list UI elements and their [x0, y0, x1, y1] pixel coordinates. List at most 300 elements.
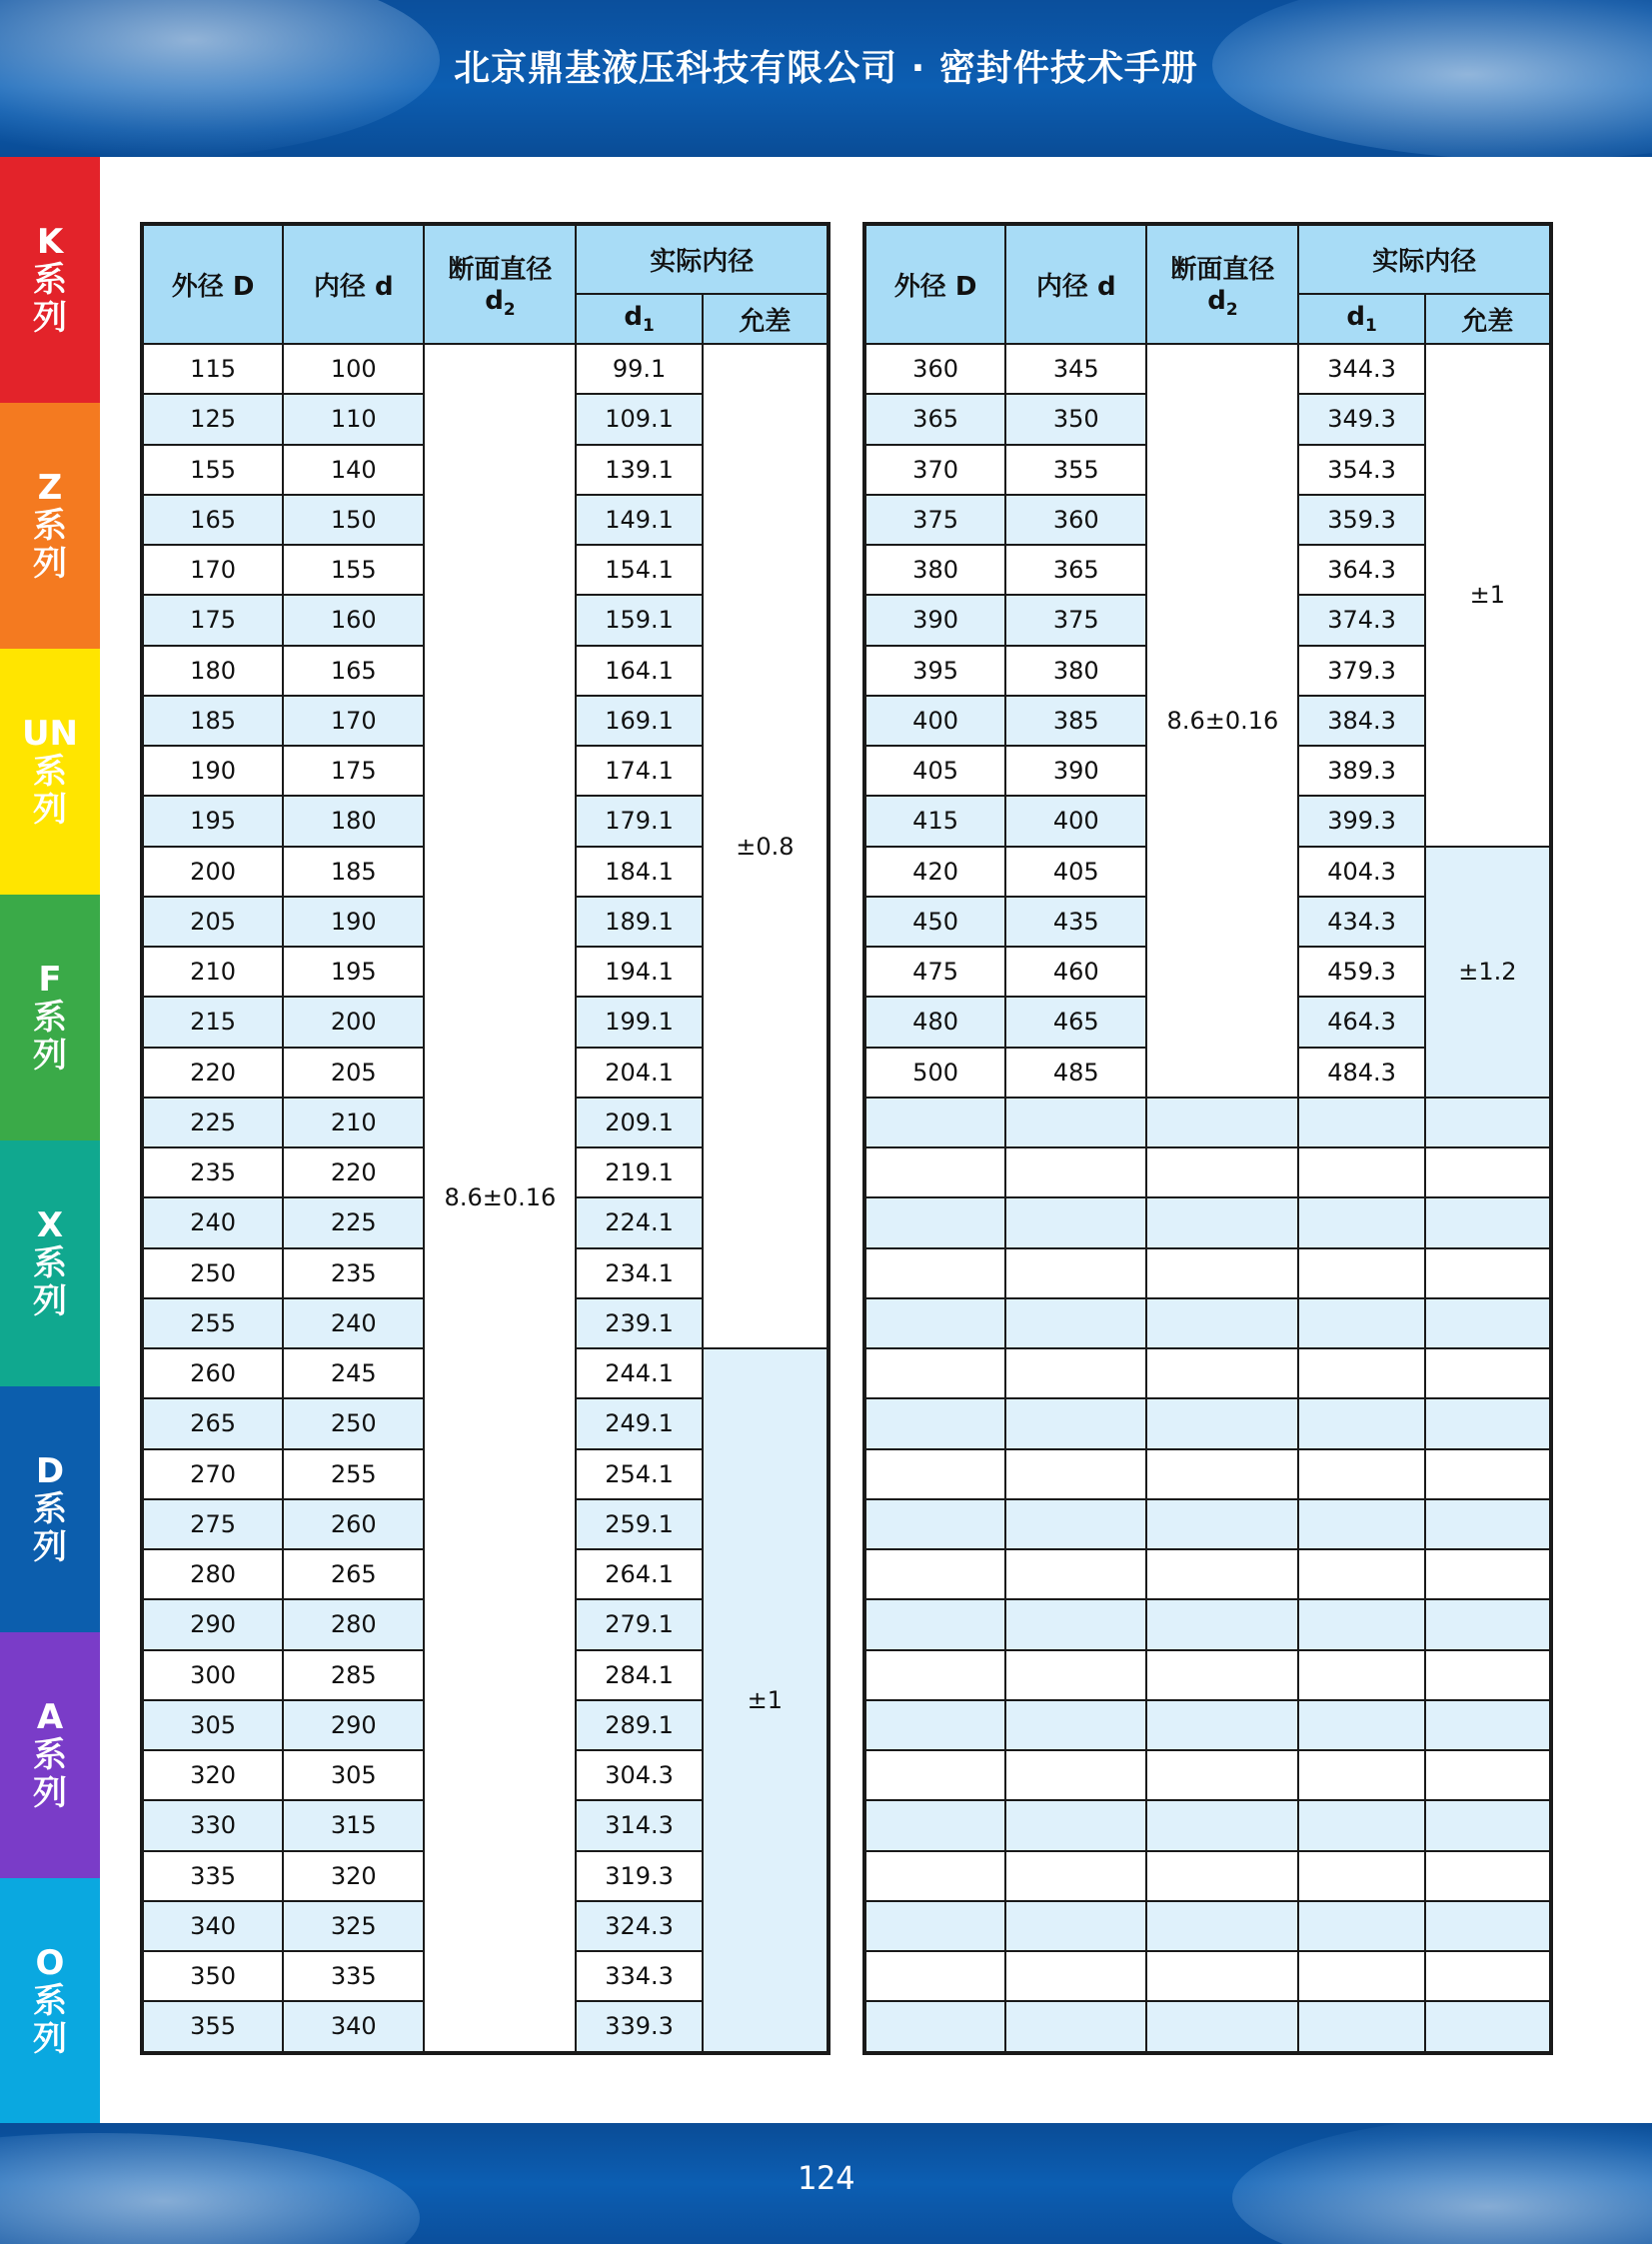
cell-d1: 179.1: [576, 796, 702, 846]
cell-d1: 464.3: [1298, 997, 1424, 1047]
cell-d1: 224.1: [576, 1197, 702, 1247]
cell-inner: 190: [283, 897, 424, 947]
empty-cell: [1005, 1098, 1146, 1147]
empty-cell: [1146, 1499, 1298, 1549]
empty-row: [864, 1700, 1551, 1750]
table-row: [142, 344, 828, 394]
empty-cell: [864, 1650, 1005, 1700]
empty-cell: [864, 2001, 1005, 2052]
cell-d1: 484.3: [1298, 1048, 1424, 1098]
empty-cell: [1005, 1197, 1146, 1247]
cell-d1: 354.3: [1298, 445, 1424, 495]
empty-cell: [1425, 1700, 1551, 1750]
cell-inner: 465: [1005, 997, 1146, 1047]
empty-cell: [1146, 1298, 1298, 1348]
col-section-subscript: 2: [503, 299, 516, 320]
empty-cell: [1298, 1951, 1424, 2001]
cell-inner: 350: [1005, 394, 1146, 444]
series-tab-text: 系: [33, 260, 67, 300]
empty-row: [864, 1449, 1551, 1499]
empty-cell: [1146, 1650, 1298, 1700]
empty-cell: [864, 1449, 1005, 1499]
empty-cell: [1298, 1147, 1424, 1197]
empty-cell: [1298, 1901, 1424, 1951]
cell-inner: 360: [1005, 495, 1146, 545]
page-number: 124: [797, 2159, 855, 2197]
empty-cell: [1146, 1348, 1298, 1398]
series-tab-text: 列: [33, 1281, 67, 1321]
col-section-subscript: 2: [1225, 299, 1238, 320]
cell-d1: 174.1: [576, 746, 702, 796]
empty-row: [864, 1248, 1551, 1298]
cell-d1: 139.1: [576, 445, 702, 495]
empty-cell: [1146, 1700, 1298, 1750]
cell-inner: 250: [283, 1398, 424, 1448]
cell-outer: 280: [142, 1549, 283, 1599]
cell-d1: 379.3: [1298, 646, 1424, 696]
cell-outer: 330: [142, 1800, 283, 1850]
empty-cell: [1146, 1750, 1298, 1800]
cell-d1: 169.1: [576, 696, 702, 746]
empty-row: [864, 1851, 1551, 1901]
cell-inner: 110: [283, 394, 424, 444]
cell-outer: 220: [142, 1048, 283, 1098]
empty-row: [864, 1348, 1551, 1398]
series-tab-text: 列: [33, 544, 67, 584]
table-row: [864, 344, 1551, 394]
col-actual-inner: 实际内径: [576, 224, 828, 294]
series-tab-text: 系: [33, 1981, 67, 2021]
series-tab-text: 列: [33, 2019, 67, 2059]
empty-cell: [1298, 1298, 1424, 1348]
col-d1: [1298, 294, 1424, 344]
cell-inner: 375: [1005, 595, 1146, 645]
empty-cell: [1298, 1098, 1424, 1147]
cell-outer: 170: [142, 545, 283, 595]
series-tab-text: 系: [33, 1489, 67, 1529]
empty-cell: [1425, 1851, 1551, 1901]
series-tab-k[interactable]: [0, 157, 100, 403]
cell-d1: 314.3: [576, 1800, 702, 1850]
cell-inner: 170: [283, 696, 424, 746]
cell-d1: 109.1: [576, 394, 702, 444]
cell-inner: 435: [1005, 897, 1146, 947]
empty-cell: [1425, 1098, 1551, 1147]
cell-d1: 234.1: [576, 1248, 702, 1298]
series-tab-text: 系: [33, 1735, 67, 1775]
page-title: 北京鼎基液压科技有限公司 · 密封件技术手册: [454, 48, 1198, 89]
empty-cell: [1005, 1901, 1146, 1951]
cell-inner: 335: [283, 1951, 424, 2001]
cell-inner: 320: [283, 1851, 424, 1901]
cell-d1: 204.1: [576, 1048, 702, 1098]
col-section-diameter: [424, 224, 576, 344]
cell-outer: 255: [142, 1298, 283, 1348]
series-tab-text: X: [36, 1205, 64, 1245]
cell-d1: 149.1: [576, 495, 702, 545]
empty-cell: [864, 1700, 1005, 1750]
empty-cell: [1425, 1901, 1551, 1951]
cell-outer: 420: [864, 847, 1005, 897]
empty-cell: [1146, 1851, 1298, 1901]
cell-outer: 250: [142, 1248, 283, 1298]
cell-inner: 405: [1005, 847, 1146, 897]
cell-outer: 215: [142, 997, 283, 1047]
cell-inner: 205: [283, 1048, 424, 1098]
empty-cell: [1425, 1951, 1551, 2001]
col-tolerance: 允差: [1425, 294, 1551, 344]
cell-d1: 279.1: [576, 1599, 702, 1649]
cell-d1: 359.3: [1298, 495, 1424, 545]
col-section-symbol: d: [1207, 286, 1226, 317]
cell-inner: 365: [1005, 545, 1146, 595]
empty-cell: [1146, 1098, 1298, 1147]
empty-cell: [1425, 1398, 1551, 1448]
series-tab-z[interactable]: [0, 403, 100, 649]
cell-outer: 320: [142, 1750, 283, 1800]
series-tab-text: UN: [21, 714, 79, 754]
cell-d1: 364.3: [1298, 545, 1424, 595]
cell-outer: 190: [142, 746, 283, 796]
cell-d1: 184.1: [576, 847, 702, 897]
col-actual-inner: 实际内径: [1298, 224, 1551, 294]
cell-outer: 370: [864, 445, 1005, 495]
cell-inner: 100: [283, 344, 424, 394]
cell-section-diameter: 8.6±0.16: [1146, 344, 1298, 1098]
cell-outer: 300: [142, 1650, 283, 1700]
empty-cell: [864, 1197, 1005, 1247]
cell-outer: 335: [142, 1851, 283, 1901]
cell-d1: 434.3: [1298, 897, 1424, 947]
empty-cell: [1298, 1348, 1424, 1398]
empty-cell: [864, 1248, 1005, 1298]
empty-cell: [1005, 1650, 1146, 1700]
cell-inner: 255: [283, 1449, 424, 1499]
cell-inner: 385: [1005, 696, 1146, 746]
cell-d1: 199.1: [576, 997, 702, 1047]
cell-inner: 180: [283, 796, 424, 846]
empty-cell: [1425, 1599, 1551, 1649]
col-section-label: 断面直径: [1170, 255, 1275, 286]
empty-row: [864, 1098, 1551, 1147]
cell-inner: 340: [283, 2001, 424, 2052]
empty-cell: [1298, 1248, 1424, 1298]
empty-row: [864, 1951, 1551, 2001]
cell-outer: 115: [142, 344, 283, 394]
empty-row: [864, 1197, 1551, 1247]
cell-d1: 384.3: [1298, 696, 1424, 746]
empty-cell: [1005, 1147, 1146, 1197]
col-d1-symbol: d: [1346, 302, 1366, 333]
cell-d1: 264.1: [576, 1549, 702, 1599]
empty-cell: [1425, 1800, 1551, 1850]
series-tab-text: 列: [33, 298, 67, 338]
cell-inner: 285: [283, 1650, 424, 1700]
empty-cell: [1425, 1650, 1551, 1700]
cell-tolerance: ±1: [703, 1348, 828, 2053]
empty-cell: [1005, 1549, 1146, 1599]
empty-cell: [1425, 1750, 1551, 1800]
series-tab-text: A: [36, 1697, 64, 1737]
cell-inner: 235: [283, 1248, 424, 1298]
cell-d1: 334.3: [576, 1951, 702, 2001]
empty-cell: [864, 1901, 1005, 1951]
empty-cell: [864, 1549, 1005, 1599]
empty-cell: [1298, 1851, 1424, 1901]
empty-cell: [864, 1298, 1005, 1348]
col-section-label: 断面直径: [448, 255, 553, 286]
cell-d1: 374.3: [1298, 595, 1424, 645]
cell-d1: 259.1: [576, 1499, 702, 1549]
cell-outer: 165: [142, 495, 283, 545]
cell-inner: 485: [1005, 1048, 1146, 1098]
cell-outer: 265: [142, 1398, 283, 1448]
empty-row: [864, 2001, 1551, 2052]
cell-inner: 260: [283, 1499, 424, 1549]
series-tab-d[interactable]: [0, 1386, 100, 1632]
cell-outer: 200: [142, 847, 283, 897]
cell-inner: 160: [283, 595, 424, 645]
cell-outer: 175: [142, 595, 283, 645]
cell-inner: 400: [1005, 796, 1146, 846]
cell-d1: 254.1: [576, 1449, 702, 1499]
cell-d1: 389.3: [1298, 746, 1424, 796]
cell-inner: 315: [283, 1800, 424, 1850]
footer-band: [0, 2123, 1652, 2244]
series-tab-o[interactable]: [0, 1878, 100, 2124]
empty-cell: [1005, 1800, 1146, 1850]
cell-inner: 150: [283, 495, 424, 545]
empty-cell: [1298, 1398, 1424, 1448]
empty-cell: [1425, 1197, 1551, 1247]
empty-cell: [1146, 1398, 1298, 1448]
empty-row: [864, 1298, 1551, 1348]
empty-cell: [1146, 2001, 1298, 2052]
cell-d1: 194.1: [576, 947, 702, 997]
empty-cell: [864, 1098, 1005, 1147]
cell-outer: 395: [864, 646, 1005, 696]
empty-cell: [1146, 1800, 1298, 1850]
empty-cell: [864, 1147, 1005, 1197]
empty-cell: [1005, 1599, 1146, 1649]
series-tab-text: 系: [33, 752, 67, 792]
cell-d1: 154.1: [576, 545, 702, 595]
empty-cell: [1425, 1298, 1551, 1348]
empty-cell: [1298, 1599, 1424, 1649]
empty-cell: [1005, 1851, 1146, 1901]
cell-outer: 125: [142, 394, 283, 444]
empty-row: [864, 1499, 1551, 1549]
empty-cell: [1005, 1750, 1146, 1800]
series-tab-text: 系: [33, 506, 67, 546]
empty-cell: [1425, 1499, 1551, 1549]
series-tab-text: 列: [33, 790, 67, 830]
empty-cell: [1298, 1449, 1424, 1499]
cell-outer: 240: [142, 1197, 283, 1247]
empty-cell: [1146, 1549, 1298, 1599]
empty-row: [864, 1147, 1551, 1197]
cell-outer: 180: [142, 646, 283, 696]
empty-cell: [1298, 1700, 1424, 1750]
empty-cell: [1298, 1650, 1424, 1700]
series-tab-text: 系: [33, 998, 67, 1038]
empty-cell: [1146, 1599, 1298, 1649]
cell-outer: 235: [142, 1147, 283, 1197]
col-d1-subscript: 1: [643, 315, 655, 336]
cell-inner: 175: [283, 746, 424, 796]
cell-outer: 360: [864, 344, 1005, 394]
cell-outer: 205: [142, 897, 283, 947]
series-tab-x[interactable]: [0, 1140, 100, 1386]
series-tab-text: 列: [33, 1527, 67, 1567]
cell-outer: 155: [142, 445, 283, 495]
col-inner-diameter: 内径 d: [283, 224, 424, 344]
cell-inner: 245: [283, 1348, 424, 1398]
cell-outer: 390: [864, 595, 1005, 645]
cell-outer: 475: [864, 947, 1005, 997]
empty-cell: [1298, 1197, 1424, 1247]
cell-d1: 289.1: [576, 1700, 702, 1750]
cell-section-diameter: 8.6±0.16: [424, 344, 576, 2053]
empty-cell: [1005, 1700, 1146, 1750]
cell-d1: 319.3: [576, 1851, 702, 1901]
empty-row: [864, 1750, 1551, 1800]
empty-row: [864, 1650, 1551, 1700]
series-tabs: [0, 157, 100, 2123]
cell-d1: 239.1: [576, 1298, 702, 1348]
cell-inner: 380: [1005, 646, 1146, 696]
cell-d1: 404.3: [1298, 847, 1424, 897]
cell-outer: 225: [142, 1098, 283, 1147]
empty-cell: [1298, 1800, 1424, 1850]
empty-cell: [864, 1951, 1005, 2001]
cell-inner: 240: [283, 1298, 424, 1348]
empty-row: [864, 1800, 1551, 1850]
cell-d1: 349.3: [1298, 394, 1424, 444]
empty-cell: [864, 1499, 1005, 1549]
empty-cell: [1298, 1750, 1424, 1800]
cell-d1: 99.1: [576, 344, 702, 394]
cell-d1: 324.3: [576, 1901, 702, 1951]
cell-inner: 185: [283, 847, 424, 897]
cell-d1: 459.3: [1298, 947, 1424, 997]
series-tab-un[interactable]: [0, 649, 100, 895]
empty-cell: [1425, 1348, 1551, 1398]
cell-d1: 399.3: [1298, 796, 1424, 846]
header-row: [142, 224, 828, 294]
empty-cell: [1005, 1499, 1146, 1549]
cell-inner: 305: [283, 1750, 424, 1800]
empty-cell: [1425, 1449, 1551, 1499]
series-tab-text: O: [35, 1943, 65, 1983]
empty-cell: [1005, 1348, 1146, 1398]
empty-cell: [1146, 1147, 1298, 1197]
cell-inner: 210: [283, 1098, 424, 1147]
empty-row: [864, 1599, 1551, 1649]
series-tab-a[interactable]: [0, 1632, 100, 1878]
cell-outer: 305: [142, 1700, 283, 1750]
cell-inner: 460: [1005, 947, 1146, 997]
cell-d1: 209.1: [576, 1098, 702, 1147]
empty-cell: [1425, 1248, 1551, 1298]
cell-inner: 225: [283, 1197, 424, 1247]
col-outer-diameter: 外径 D: [864, 224, 1005, 344]
empty-row: [864, 1398, 1551, 1448]
empty-cell: [864, 1851, 1005, 1901]
cell-outer: 500: [864, 1048, 1005, 1098]
cell-tolerance: ±0.8: [703, 344, 828, 1348]
cell-outer: 400: [864, 696, 1005, 746]
col-d1-subscript: 1: [1365, 315, 1377, 336]
cell-outer: 275: [142, 1499, 283, 1549]
empty-cell: [864, 1599, 1005, 1649]
series-tab-text: F: [38, 960, 62, 1000]
col-outer-diameter: 外径 D: [142, 224, 283, 344]
series-tab-text: 列: [33, 1036, 67, 1076]
cell-tolerance: ±1.2: [1425, 847, 1551, 1098]
empty-cell: [864, 1398, 1005, 1448]
cell-outer: 405: [864, 746, 1005, 796]
cell-outer: 210: [142, 947, 283, 997]
series-tab-text: K: [36, 222, 64, 262]
empty-cell: [1298, 1549, 1424, 1599]
empty-row: [864, 1549, 1551, 1599]
empty-cell: [1005, 2001, 1146, 2052]
cell-outer: 480: [864, 997, 1005, 1047]
cell-outer: 195: [142, 796, 283, 846]
empty-row: [864, 1901, 1551, 1951]
cell-inner: 345: [1005, 344, 1146, 394]
cell-d1: 244.1: [576, 1348, 702, 1398]
empty-cell: [1146, 1951, 1298, 2001]
cell-outer: 415: [864, 796, 1005, 846]
cell-d1: 159.1: [576, 595, 702, 645]
empty-cell: [1146, 1449, 1298, 1499]
right-spec-table: [862, 222, 1553, 2055]
cell-d1: 344.3: [1298, 344, 1424, 394]
cell-inner: 355: [1005, 445, 1146, 495]
empty-cell: [864, 1750, 1005, 1800]
cell-inner: 220: [283, 1147, 424, 1197]
empty-cell: [1005, 1951, 1146, 2001]
series-tab-text: 列: [33, 1773, 67, 1813]
col-inner-diameter: 内径 d: [1005, 224, 1146, 344]
empty-cell: [864, 1348, 1005, 1398]
empty-cell: [1005, 1248, 1146, 1298]
cell-outer: 355: [142, 2001, 283, 2052]
cell-d1: 164.1: [576, 646, 702, 696]
cell-inner: 390: [1005, 746, 1146, 796]
cell-inner: 195: [283, 947, 424, 997]
empty-cell: [1146, 1901, 1298, 1951]
cell-d1: 189.1: [576, 897, 702, 947]
cell-tolerance: ±1: [1425, 344, 1551, 847]
series-tab-f[interactable]: [0, 895, 100, 1140]
col-section-symbol: d: [485, 286, 504, 317]
empty-cell: [1425, 1549, 1551, 1599]
cell-inner: 140: [283, 445, 424, 495]
empty-cell: [864, 1800, 1005, 1850]
col-section-diameter: [1146, 224, 1298, 344]
cell-outer: 290: [142, 1599, 283, 1649]
cell-inner: 280: [283, 1599, 424, 1649]
cell-inner: 200: [283, 997, 424, 1047]
cell-inner: 325: [283, 1901, 424, 1951]
header-band: [0, 0, 1652, 157]
cell-d1: 339.3: [576, 2001, 702, 2052]
cell-inner: 155: [283, 545, 424, 595]
cell-inner: 290: [283, 1700, 424, 1750]
